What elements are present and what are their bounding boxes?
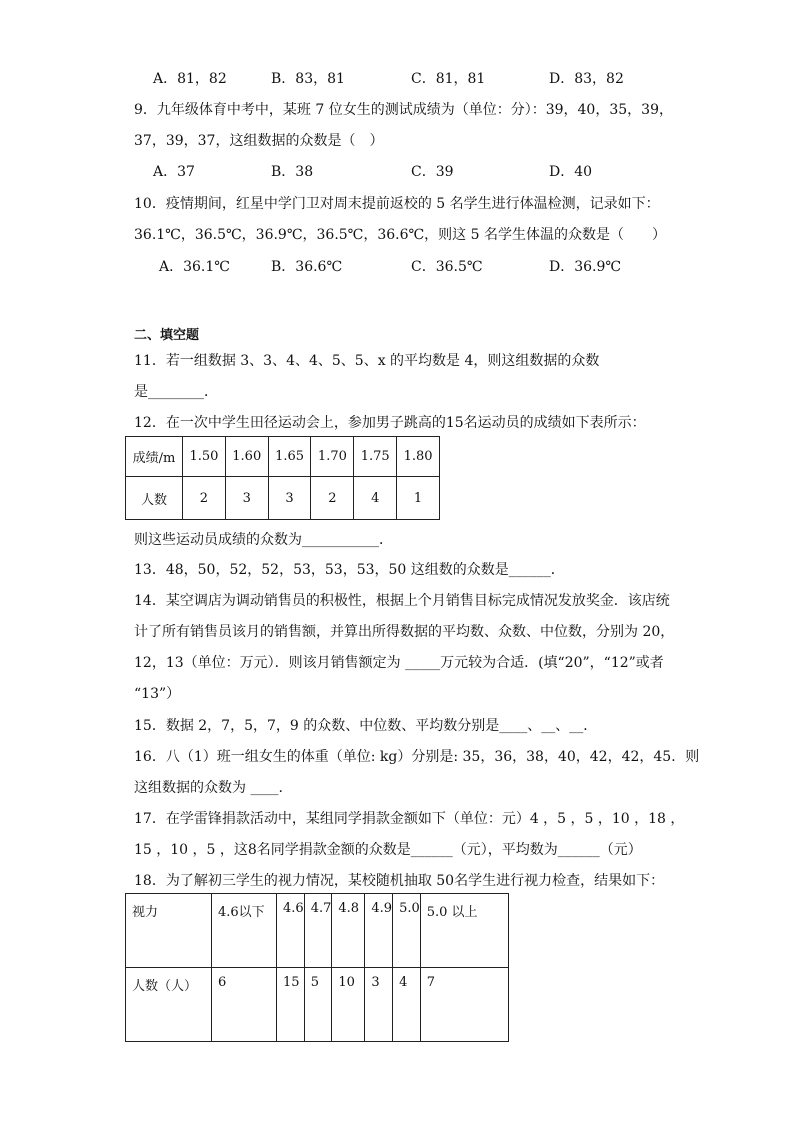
q10-option-c: C．36.5℃	[411, 259, 483, 275]
q11-line-1: 11．若一组数据 3、3、4、4、5、5、x 的平均数是 4，则这组数据的众数	[134, 353, 600, 369]
q12-table-header-cell: 1.60	[225, 437, 268, 477]
q18-table-header-cell: 4.6以下	[212, 894, 277, 968]
q12-table-header-cell: 1.75	[354, 437, 397, 477]
q14-line-4: “13”）	[134, 686, 181, 702]
q12-table-header-cell: 1.65	[268, 437, 311, 477]
section-title-fill-in: 二、填空题	[134, 328, 200, 343]
q12-intro: 12．在一次中学生田径运动会上，参加男子跳高的15名运动员的成绩如下表所示：	[134, 415, 646, 431]
q18-table-header-cell: 4.8	[332, 894, 365, 968]
q14-line-3: 12，13（单位：万元）．则该月销售额定为 _____万元较为合适．(填“20”，“12”或者	[134, 655, 664, 671]
q10-line-1: 10．疫情期间，红星中学门卫对周末提前返校的 5 名学生进行体温检测，记录如下：	[134, 196, 660, 212]
q18-table-cell: 10	[332, 968, 365, 1042]
q18-table-header-cell: 5.0 以上	[420, 894, 508, 968]
q18-table-cell: 15	[277, 968, 305, 1042]
q18-table-data-row	[126, 968, 509, 1042]
q15-line-1: 15．数据 2，7，5，7，9 的众数、中位数、平均数分别是____、__、__．	[134, 718, 598, 734]
q18-table-header-cell: 5.0	[393, 894, 421, 968]
q12-table-cell: 2	[183, 477, 226, 520]
q16-line-2: 这组数据的众数为 ____.	[134, 780, 283, 796]
q12-score-table	[125, 436, 440, 520]
q17-line-1: 17．在学雷锋捐款活动中，某组同学捐款金额如下（单位：元）4 ，5 ，5 ，10 ，18 ，	[134, 811, 685, 827]
q18-table-header-row	[126, 894, 509, 968]
q11-line-2: 是________．	[134, 384, 218, 400]
q18-table-header-cell: 4.6	[277, 894, 305, 968]
q8-option-d: D．83，82	[549, 71, 624, 87]
q8-option-c: C．81，81	[411, 71, 486, 87]
q12-table-data-row	[126, 477, 440, 520]
q12-table-header-cell: 1.80	[397, 437, 440, 477]
q16-line-1: 16．八（1）班一组女生的体重（单位: kg）分别是: 35，36，38，40，42，42，45．则	[134, 749, 700, 765]
q10-option-a: A．36.1℃	[159, 259, 230, 275]
q12-table-header-cell: 1.70	[311, 437, 354, 477]
q9-line-1: 9．九年级体育中考中，某班 7 位女生的测试成绩为（单位：分）：39，40，35，39，	[134, 102, 673, 118]
q12-table-header-cell: 成绩/m	[126, 437, 183, 477]
q12-table-header-cell: 1.50	[183, 437, 226, 477]
q12-table-cell: 1	[397, 477, 440, 520]
q18-table-cell: 5	[304, 968, 332, 1042]
q12-table-cell: 人数	[126, 477, 183, 520]
q12-after: 则这些运动员成绩的众数为___________．	[134, 532, 393, 548]
q9-option-d: D．40	[549, 164, 593, 180]
q12-table-cell: 3	[225, 477, 268, 520]
q18-intro: 18．为了解初三学生的视力情况，某校随机抽取 50名学生进行视力检查，结果如下：	[134, 873, 665, 889]
q18-table-cell: 4	[393, 968, 421, 1042]
q10-option-d: D．36.9℃	[549, 259, 622, 275]
q12-table-cell: 2	[311, 477, 354, 520]
q18-table-cell: 3	[365, 968, 393, 1042]
q18-table-cell: 人数（人）	[126, 968, 212, 1042]
q9-option-b: B．38	[271, 164, 314, 180]
q12-table-cell: 4	[354, 477, 397, 520]
q13-line-1: 13．48，50，52，52，53，53，53，50 这组数的众数是______．	[134, 562, 565, 578]
q10-line-2: 36.1℃，36.5℃，36.9℃，36.5℃，36.6℃，则这 5 名学生体温的众数是（ ）	[134, 227, 666, 243]
q18-table-header-cell: 视力	[126, 894, 212, 968]
q18-table-header-cell: 4.9	[365, 894, 393, 968]
q12-table-cell: 3	[268, 477, 311, 520]
q12-table-header-row	[126, 437, 440, 477]
q8-option-b: B．83，81	[271, 71, 345, 87]
q9-option-a: A．37	[153, 164, 195, 180]
q18-table-header-cell: 4.7	[304, 894, 332, 968]
q18-table-cell: 7	[420, 968, 508, 1042]
q17-line-2: 15 ，10 ，5 ，这8名同学捐款金额的众数是______（元），平均数为______（元）	[134, 842, 642, 858]
q18-table-cell: 6	[212, 968, 277, 1042]
q9-line-2: 37，39，37，这组数据的众数是（ ）	[134, 133, 384, 149]
q9-option-c: C．39	[411, 164, 454, 180]
q8-option-a: A．81，82	[153, 71, 227, 87]
q18-vision-table	[125, 893, 509, 1042]
q10-option-b: B．36.6℃	[271, 259, 343, 275]
q14-line-2: 计了所有销售员该月的销售额，并算出所得数据的平均数、众数、中位数，分别为 20，	[134, 624, 675, 640]
q14-line-1: 14．某空调店为调动销售员的积极性，根据上个月销售目标完成情况发放奖金．该店统	[134, 593, 670, 609]
